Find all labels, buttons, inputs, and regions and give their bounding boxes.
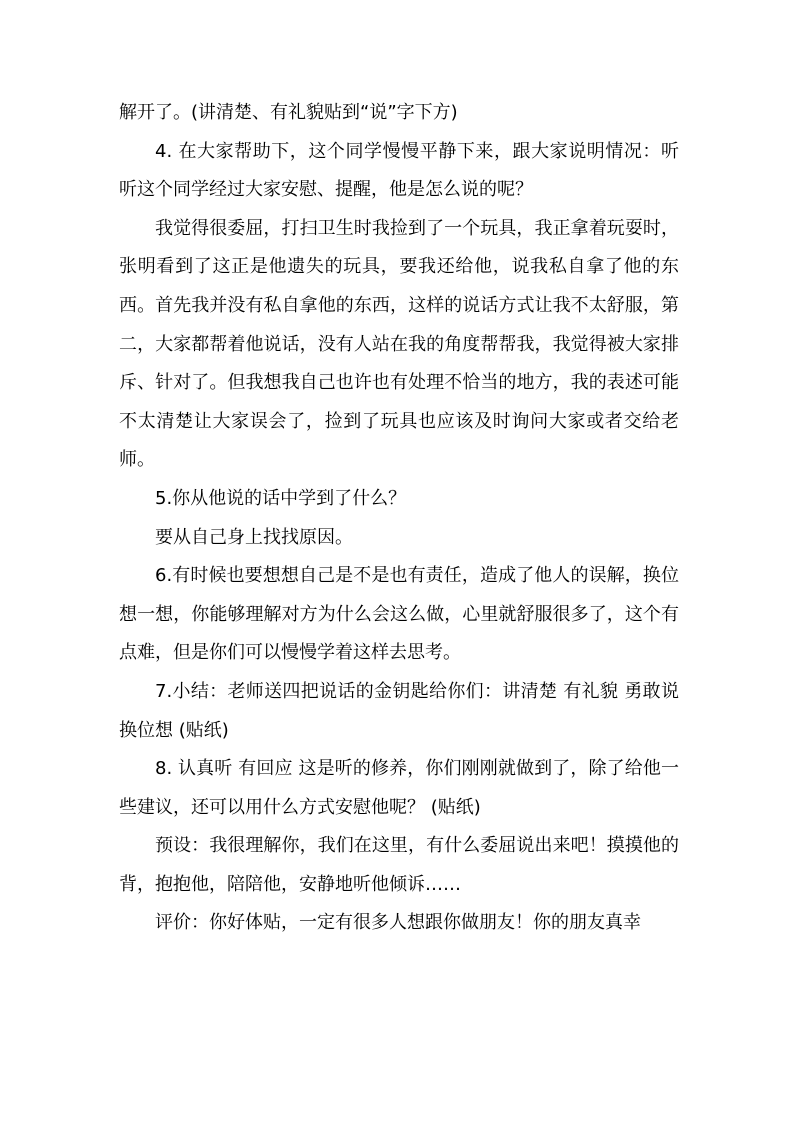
paragraph-step-6: 6.有时候也要想想自己是不是也有责任，造成了他人的误解，换位想一想，你能够理解对方为什么会这么做，心里就舒服很多了，这个有点难，但是你们可以慢慢学着这样去思考。 — [119, 565, 679, 664]
paragraph-step-5-answer: 要从自己身上找找原因。 — [155, 526, 353, 548]
paragraph-step-4: 4. 在大家帮助下，这个同学慢慢平静下来，跟大家说明情况：听听这个同学经过大家安慰、提醒，他是怎么说的呢？ — [119, 140, 679, 201]
paragraph-step-7-summary: 7.小结：老师送四把说话的金钥匙给你们：讲清楚 有礼貌 勇敢说 换位想 (贴纸) — [119, 680, 679, 741]
paragraph-preset: 预设：我很理解你，我们在这里，有什么委屈说出来吧！摸摸他的背，抱抱他，陪陪他，安静地听他倾诉…… — [119, 835, 679, 895]
paragraph-step-5: 5.你从他说的话中学到了什么？ — [155, 487, 407, 509]
paragraph-step-8: 8. 认真听 有回应 这是听的修养，你们刚刚就做到了，除了给他一些建议，还可以用什么方式安慰他呢？ (贴纸) — [119, 758, 679, 818]
paragraph-continuation: 解开了。(讲清楚、有礼貌贴到“说”字下方) — [119, 102, 458, 123]
paragraph-evaluation: 评价：你好体贴，一定有很多人想跟你做朋友！你的朋友真幸 — [155, 912, 641, 934]
document-body — [119, 94, 679, 943]
paragraph-student-statement: 我觉得很委屈，打扫卫生时我捡到了一个玩具，我正拿着玩耍时，张明看到了这正是他遗失的玩具，要我还给他，说我私自拿了他的东西。首先我并没有私自拿他的东西，这样的说话方式让我不太舒服，第二，大家都帮着他说话，没有人站在我的角度帮帮我，我觉得被大家排斥、针对了。但我想我自己也许也有处理不恰当的地方，我的表述可能不太清楚让大家误会了，捡到了玩具也应该及时询问大家或者交给老师。 — [119, 217, 679, 471]
